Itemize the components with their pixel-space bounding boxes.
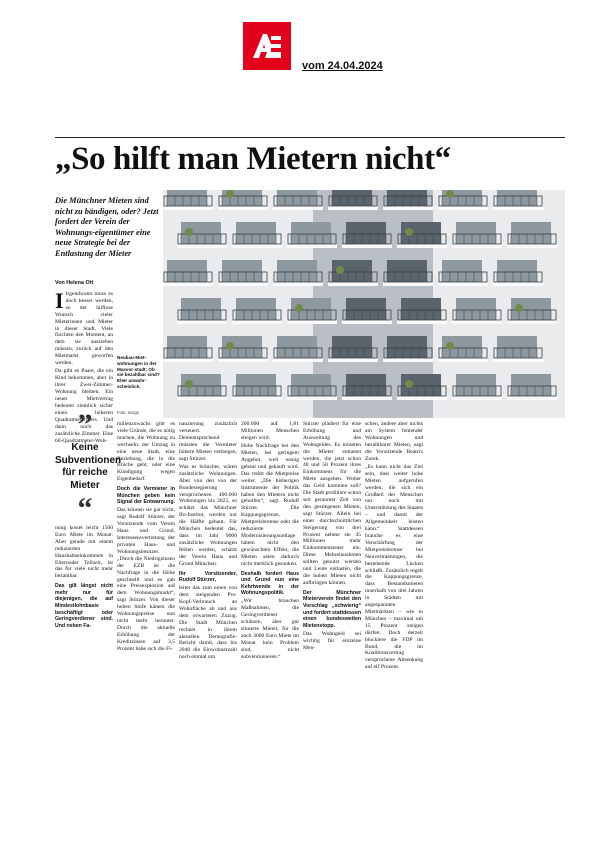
balcony-slab <box>342 320 392 324</box>
az-logo <box>243 22 291 70</box>
balcony-plant <box>185 380 193 388</box>
balcony-slab <box>273 282 323 286</box>
paragraph: I Irgendwann muss es doch besser werden, so der hilflose Wunsch vieler Mieterinnen und Mieter in dieser Stadt. Viele fürchten den Moment, an dem sie ausziehen müssen, zurück auf den Mietmarkt geworfen werden. <box>55 288 113 367</box>
balcony-slab <box>177 244 227 248</box>
balcony-slab <box>438 358 488 362</box>
balcony-slab <box>342 396 392 400</box>
column-5 <box>303 421 361 653</box>
column-3 <box>179 421 237 663</box>
window <box>332 190 372 208</box>
balcony-slab <box>232 320 282 324</box>
byline: Von Helena Ott <box>55 280 94 286</box>
window <box>387 190 427 208</box>
paragraph: Was es bräuchte, wären zusätzliche Wohnungen. Aber von den von der Bundesregierung versprochenen 400.000 Wohnungen bis 2025, so schätzt das Münchner Ifo-Institut, werden nur die Hälfte gebaut. Für München bedeutet das, dass im Jahr 9000 zusätzliche Wohnungen fehlen werden, schätzt der Verein Haus und Grund München. <box>179 463 237 567</box>
balcony-slab <box>328 282 378 286</box>
balcony-slab <box>328 206 378 210</box>
subhead: Doch die Vermieter in München geben kein Signal der Entwarnung. <box>117 486 175 506</box>
balcony-slab <box>218 206 268 210</box>
quote-mark-icon: ” <box>77 408 93 441</box>
balcony-slab <box>177 320 227 324</box>
balcony-slab <box>287 244 337 248</box>
window <box>167 190 207 208</box>
lead-text: Die Münchner Mieten sind nicht zu bändigen, oder? Jetzt fordert der Verein der Wohnungs-eigentümer eine neue Strategie bei der Entlastung der Mieter <box>55 196 159 258</box>
pull-quote-text: Keine Subventionen für reiche Mieter <box>55 442 122 491</box>
balcony-slab <box>232 244 282 248</box>
paragraph: Das Wohngeld sei wichtig für einzelne Men- <box>303 630 361 651</box>
subhead: Das gilt längst nicht mehr nur für diejenigen, die auf Mindestlohnbasis beschäftigt oder Geringverdiener sind. Und neben Fa- <box>55 583 113 629</box>
pull-quote <box>55 408 122 525</box>
balcony-slab <box>163 282 213 286</box>
paragraph: milienzuwachs gibt es viele Gründe, die es nötig machen, die Wohnung zu wechseln: der Umzug in eine neue Stadt, eine Beziehung, die in die Brüche geht, oder eine Kündigung wegen Eigenbedarf. <box>117 421 175 483</box>
balcony-slab <box>383 206 433 210</box>
paragraph: Hohe Nachfrage bei den Mieten, bei geringem Angebot, weil wenig gebaut und gekauft wird. Das treibt die Mietpreise weiter. „Die bisherigen Instrumente der Politik haben den Mietern nicht geholfen“, sagt Rudolf Stürzer. Die Kappungsgrenze, Mietpreisbremse oder die reduzierte Modernisierungsumlage hätten nicht den gewünschten Effekt, die Mieten seien dadurch nicht merklich gesunken. <box>241 443 299 567</box>
drop-cap: I <box>55 288 64 313</box>
balcony-slab <box>507 244 557 248</box>
balcony-slab <box>383 358 433 362</box>
balcony-slab <box>163 358 213 362</box>
paragraph: Das können sie gar nicht, sagt Rudolf Stürzer, der Vorsitzende vom Verein Haus und Grund, Interessensvertretung der privaten Haus- und Wohnungsbesitzer. „Durch die Niedrigzinsen der EZB ist die Nachfrage in die Höhe geschnellt und es gab eine Preisexplosion auf dem Wohnungsmarkt“, sagt Stürzer. Von dieser hohen Stufe kämen die Wohnungspreise nun nicht mehr herunter. Durch die aktuelle Erhöhung der Kreditzinsen auf 3,5 Prozent habe sich die Fi- <box>117 507 175 652</box>
balcony-slab <box>438 282 488 286</box>
paragraph: Da gibt es Paare, die ein Kind bekommen, aber in ihrer Zwei-Zimmer-Wohnung bleiben. Ein neuer Mietvertrag bedeutet ziemlich sicher einen höheren Quadratmeterpreis. Und dann noch das zusätzliche Zimmer. Eine 60-Quadratmeter-Woh- <box>55 368 113 444</box>
balcony-slab <box>493 358 543 362</box>
balcony-slab <box>287 320 337 324</box>
balcony-slab <box>452 396 502 400</box>
balcony-plant <box>226 342 234 350</box>
window <box>497 190 537 208</box>
balcony-slab <box>218 282 268 286</box>
paragraph: nanzierung zusätzlich verteuert. Dementsprechend müssten die Vermieter höhere Mieten verlangen, sagt Stürzer. <box>179 421 237 462</box>
balcony-slab <box>342 244 392 248</box>
paragraph: „Wir brauchen Maßnahmen, die Geringverdiener schützen, aber gut situierte Mieter, für die auch 3000 Euro Miete im Monat kein Problem sind, nicht subventionieren.“ <box>241 598 299 660</box>
balcony-slab <box>397 244 447 248</box>
balcony-slab <box>383 282 433 286</box>
balcony-slab <box>507 320 557 324</box>
balcony-slab <box>232 396 282 400</box>
paragraph: Stürzer plädiert für eine Erhöhung und Ausweitung des Wohngeldes. Es müssten die Mieter entlastet werden, die jetzt schon 40 und 50 Prozent ihres Einkommens für die Miete ausgeben. Woher das Geld kommen soll? Die Stadt profitiere schon seit geraumer Zeit von den gestiegenen Mieten, sagt Stürzer. Allein bei einer durchschnittlichen Steigerung von drei Prozent nehme sie 45 Millionen mehr Einkommensteuer ein. Diese Mehreinnahmen sollten genutzt werden und Leute entlasten, die die hohen Mieten nicht aufbringen können. <box>303 421 361 586</box>
paragraph: nung kostet leicht 1500 Euro Miete im Monat. Aber gerade mit einem reduzierten Haushaltseinkommen in Elternoder Teilzeit, ist das für viele nicht mehr bezahlbar. <box>55 525 113 580</box>
balcony-slab <box>328 358 378 362</box>
balcony-slab <box>397 320 447 324</box>
balcony-plant <box>405 228 413 236</box>
building-photo <box>163 190 565 418</box>
publication-date: vom 24.04.2024 <box>302 60 383 72</box>
balcony-slab <box>452 320 502 324</box>
column-1-lower <box>55 525 113 631</box>
column-2 <box>117 421 175 654</box>
paragraph: „Es kann nicht das Ziel sein, dass weiter hohe Mieten aufgerufen werden, die sich ein Großteil der Menschen nur noch mit Unterstützung des Staates – und damit der Allgemeinheit leisten kann.“ Stattdessen brauche es eine Verschärfung der Mietpreisbremse bei Neuvermietungen, die bestehende Lücken schließt. Zusätzlich regelt die Kappungsgrenze, dass Bestandsmieten innerhalb von drei Jahren in Städten mit angespannten Mietmärkten – wie in München – maximal um 15 Prozent steigen dürfen. Doch derzeit blockiere die FDP im Bund, die im Koalitionsvertrag versprochene Absenkung auf elf Prozent. <box>365 463 423 671</box>
quote-mark-icon: “ <box>77 492 93 525</box>
column-6 <box>365 421 423 673</box>
article-photo <box>163 190 565 418</box>
top-rule <box>55 137 565 138</box>
balcony-slab <box>493 206 543 210</box>
balcony-slab <box>493 282 543 286</box>
photo-caption: Neubau-Miet-wohnungen in der Maxvor-stadt: Ob sie bezahlbar sind? Eher unwahr-scheinlich. <box>117 355 160 389</box>
subhead: Der Münchner Mieterverein findet den Vorschlag „schwierig“ und fordert stattdessen einen bundesweiten Mietenstopp. <box>303 589 361 629</box>
balcony-plant <box>446 190 454 198</box>
balcony-slab <box>397 396 447 400</box>
balcony-plant <box>336 266 344 274</box>
balcony-plant <box>185 228 193 236</box>
subhead: Deshalb fordert Haus und Grund nun eine Kehrtwende in der Wohnungspolitik. <box>241 570 299 597</box>
paragraph: leitet das zum einen von dem steigenden Pro-Kopf-Verbrauch an Wohnfläche ab und aus dem erwarteten Zuzug. Die Stadt München rechnet in ihrem aktuellen Demografie-Bericht damit, dass bis 2040 die Einwohnerzahl noch einmal um <box>179 585 237 661</box>
headline: „So hilft man Mietern nicht“ <box>55 141 451 177</box>
column-4 <box>241 421 299 662</box>
balcony-slab <box>177 396 227 400</box>
photo-credit: Foto: imago <box>117 410 140 415</box>
paragraph: schen, ändere aber nichts am System fehlender Wohnungen und bezahlbarer Mieten, sagt die Vorsitzende Beatrix Zurek. <box>365 421 423 462</box>
subhead: Ihr Vorsitzender, Rudolf Stürzer, <box>179 570 237 584</box>
balcony-slab <box>163 206 213 210</box>
balcony-slab <box>218 358 268 362</box>
balcony-slab <box>273 358 323 362</box>
balcony-slab <box>438 206 488 210</box>
window <box>277 190 317 208</box>
balcony-slab <box>287 396 337 400</box>
balcony-slab <box>452 244 502 248</box>
balcony-plant <box>405 380 413 388</box>
balcony-plant <box>295 304 303 312</box>
paragraph: 200.000 auf 1,81 Millionen Menschen steigen wird. <box>241 421 299 441</box>
balcony-plant <box>515 304 523 312</box>
balcony-plant <box>226 190 234 198</box>
balcony-slab <box>507 396 557 400</box>
balcony-plant <box>446 342 454 350</box>
balcony-slab <box>273 206 323 210</box>
az-logo-icon <box>247 26 287 66</box>
